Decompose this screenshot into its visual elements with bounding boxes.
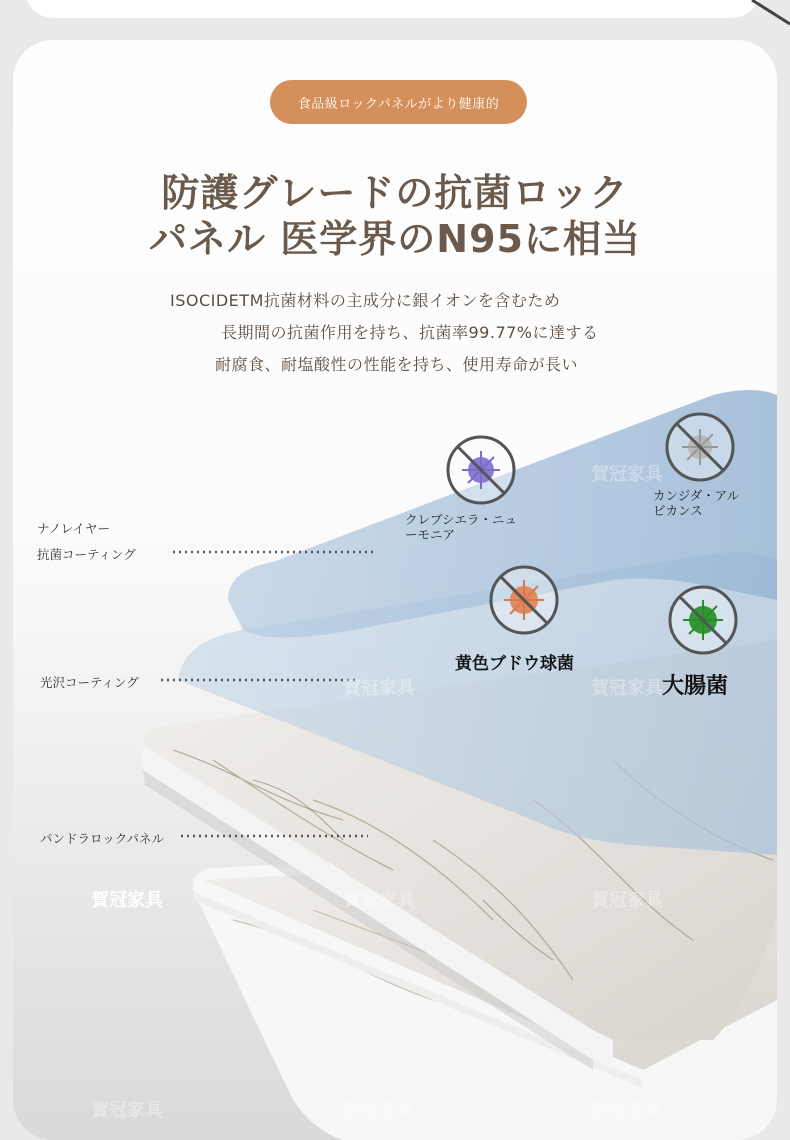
ecoli-caption: 大腸菌 (662, 674, 729, 699)
watermark: 賀冠家具 (591, 464, 663, 485)
staphylococcus-caption: 黄色ブドウ球菌 (455, 654, 574, 674)
antibacterial-coating-label: 抗菌コーティング (37, 547, 136, 562)
candida-caption-line1: カンジダ・アル (653, 488, 740, 503)
klebsiella-germ-icon (448, 437, 514, 503)
nano-layer-label: ナノレイヤー (37, 521, 111, 536)
klebsiella-caption-line1: クレブシエラ・ニュ (405, 512, 518, 527)
feature-card (13, 40, 777, 1140)
ecoli-germ-icon (670, 587, 736, 653)
previous-section-card (25, 0, 760, 18)
headline-line2: パネル 医学界のN95に相当 (149, 217, 641, 261)
watermark: 賀冠家具 (591, 678, 663, 699)
candida-caption-line2: ビカンス (653, 503, 703, 518)
feature-badge: 食品級ロックパネルがより健康的 (270, 80, 527, 124)
corner-line-decoration (750, 0, 790, 30)
watermark: 賀冠家具 (343, 890, 415, 911)
watermark: 賀冠家具 (343, 678, 415, 699)
description-line3: 耐腐食、耐塩酸性の性能を持ち、使用寿命が長い (215, 355, 579, 374)
staphylococcus-germ-icon (491, 567, 557, 633)
watermark: 賀冠家具 (343, 1100, 415, 1121)
watermark: 賀冠家具 (91, 890, 163, 911)
rock-panel-label: パンドラロックパネル (40, 831, 165, 846)
watermark: 賀冠家具 (591, 1100, 663, 1121)
candida-germ-icon (667, 414, 733, 480)
watermark: 賀冠家具 (591, 890, 663, 911)
klebsiella-caption (405, 512, 517, 542)
description-line1: ISOCIDETM抗菌材料の主成分に銀イオンを含むため (170, 291, 561, 310)
description-line2: 長期間の抗菌作用を持ち、抗菌率99.77%に達する (221, 323, 599, 342)
klebsiella-caption-line2: ーモニア (405, 527, 456, 542)
gloss-coating-label: 光沢コーティング (40, 675, 139, 690)
headline-line1: 防護グレードの抗菌ロック (161, 171, 629, 215)
watermark: 賀冠家具 (91, 1100, 163, 1121)
candida-caption (653, 488, 739, 518)
